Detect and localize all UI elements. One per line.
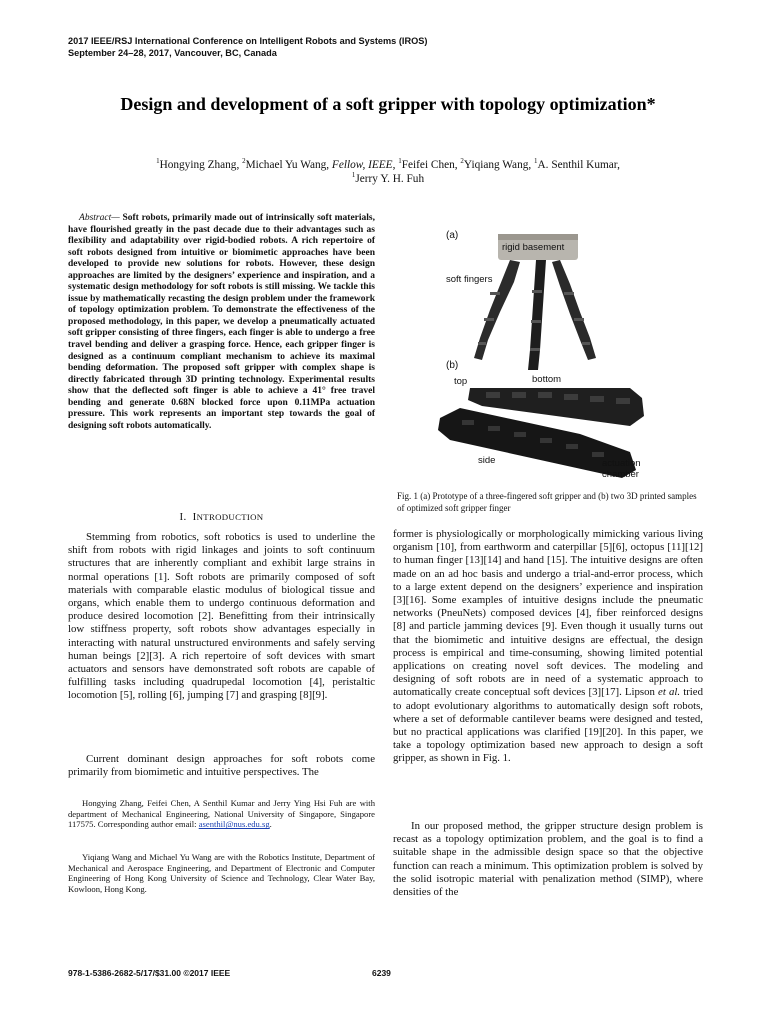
corresponding-email-link[interactable]: asenthil@nus.edu.sg <box>198 819 270 830</box>
footnote-affiliation-1: Hongying Zhang, Feifei Chen, A Senthil Kumar and Jerry Ying Hsi Fuh are with department of Mechanical Engineering, National University of Singapore, Singapore 117575. Corresponding author email: asenthil@nus.edu.sg. <box>68 798 375 830</box>
conference-line-1: 2017 IEEE/RSJ International Conference on Intelligent Robots and Systems (IROS) <box>68 36 428 46</box>
fig-label-a: (a) <box>446 230 459 241</box>
fig-label-b: (b) <box>446 360 459 371</box>
soft-finger-middle <box>528 260 546 370</box>
intro-paragraph-4: In our proposed method, the gripper structure design problem is recast as a topology optimization problem, and the goal is to find a suitable shape in the admissible design space so that the objective function can reach a minimum. This optimization problem is solved by the solid isotropic material with penalization method (SIMP), where densities of the <box>393 820 703 899</box>
conference-line-2: September 24–28, 2017, Vancouver, BC, Canada <box>68 48 277 58</box>
conference-header <box>68 35 708 59</box>
paper-title: Design and development of a soft gripper with topology optimization* <box>120 94 656 114</box>
figure-1-image <box>430 220 710 490</box>
abstract: Abstract— Soft robots, primarily made out of intrinsically soft materials, have flourished greatly in the past decade due to their advantages such as flexibility and adaptability over rigid-bodied robots. A rich repertoire of soft robots designed from intuitive or biomimetic approaches have been developed to provide new solutions for robots. However, these design approaches are limited by the designers’ experience and inspiration, and a systematic design methodology for soft robots is still missing. We tackle this issue by mathematically recasting the design problem under the framework of topology optimization problem. To demonstrate the effectiveness of the proposed methodology, in this paper, we develop a pneumatically actuated soft gripper consisting of three fingers, each finger is able to undergo a free travel bending and deliver a grasping force. Hence, each gripper finger is designed as a continuum compliant mechanism to achieve its maximal bending deformation. The proposed soft gripper with complex shape is directly fabricated through 3D printing technology. Experimental results show that the deflected soft finger is able to achieve a 41° free travel bending and generate 0.68N blocked force upon 0.11MPa actuation pressure. This work represents an important step towards the goal of designing soft robots automatically. <box>68 213 375 431</box>
label-side: side <box>478 455 496 466</box>
abstract-lead: Abstract <box>79 213 112 223</box>
label-rigid-basement: rigid basement <box>502 242 565 253</box>
intro-paragraph-3: former is physiologically or morphologically mimicking various living organism [10], from earthworm and caterpillar [5][6], octopus [11][12] to human finger [13][14] and hand [15]. The intuitive designs are often made on an ad hoc basis and undergo a trial-and-error process, which to a large extent depend on the designers’ experience and inspiration [3][16]. Some examples of intuitive designs include the pneumatic networks (PneuNets) composed devices [4], fiber reinforced designs [8] and particle jamming devices [9]. Even though it usually turns out that the biomimetic and intuitive designs are effectual, the design process is empirical and time-consuming, showing limited potential applications on creating novel soft devices. The modeling and designing of soft robots are in need of a systematic approach to automatically create conceptual soft devices [3][17]. Lipson et al. tried to adopt evolutionary algorithms to automatically design soft robots, where a set of deformable cantilever beams were designed and tested, but no practical applications was clarified [19][20]. In this paper, we take a topology optimization based new approach to design a soft gripper, as shown in Fig. 1. <box>393 528 703 765</box>
intro-paragraph-1: Stemming from robotics, soft robotics is used to underline the shift from robots with rigid linkages and joints to soft continuum structures that are inherently compliant and exhibit large strains in normal operations [1]. Soft robots are primarily composed of soft materials with comparable elastic modulus of biological tissue and organs, which enable them to undergo continuous deformation and produce desired locomotion [2]. Benefitting from their intrinsically low stiffness property, soft robots show advantages especially in interacting with natural unstructured environments and safely serving human beings [2][3]. A rich repertoire of soft devices with smart actuators and sensors have demonstrated soft robots are capable of fulfilling tasks including quadrupedal locomotion [4], peristaltic locomotion [5], rolling [6], jumping [7] and grasping [8][9]. <box>68 531 375 702</box>
footnote-affiliation-2: Yiqiang Wang and Michael Yu Wang are with the Robotics Institute, Department of Mechanical and Aerospace Engineering, and Department of Electronic and Computer Engineering of Hong Kong University of Science and Technology, Clear Water Bay, Kowloon, Hong Kong. <box>68 852 375 895</box>
author-line-1: $^1$Hongying Zhang, $^2$Michael Yu Wang, Fellow, IEEE, $^1$Feifei Chen, $^2$Yiqiang Wang, $^1$A. Senthil Kumar, <box>156 157 620 171</box>
label-bottom: bottom <box>532 374 562 385</box>
label-soft-fingers: soft fingers <box>446 274 493 285</box>
figure-1 <box>430 220 710 490</box>
page-number: 6239 <box>372 968 391 978</box>
label-chamber: chamber <box>602 469 639 480</box>
label-top: top <box>454 376 468 387</box>
author-line-2: $^1$Jerry Y. H. Fuh <box>351 171 425 185</box>
section-heading-introduction: I. INTRODUCTION <box>179 511 264 523</box>
footer-isbn: 978-1-5386-2682-5/17/$31.00 ©2017 IEEE <box>68 968 231 978</box>
figure-1-caption: Fig. 1 (a) Prototype of a three-fingered soft gripper and (b) two 3D printed samples of optimized soft gripper finger <box>397 491 697 513</box>
label-actuation: actuation <box>602 458 641 469</box>
author-list <box>68 158 708 186</box>
abstract-text: Soft robots, primarily made out of intrinsically soft materials, have flourished greatly in the past decade due to their advantages such as flexibility and adaptability over rigid-bodied robots. A rich repertoire of soft robots designed from intuitive or biomimetic approaches have been developed to provide new solutions for robots. However, these design approaches are limited by the designers’ experience and inspiration, and a systematic design methodology for soft robots is still missing. We tackle this issue by mathematically recasting the design problem under the framework of topology optimization problem. To demonstrate the effectiveness of the proposed methodology, in this paper, we develop a pneumatically actuated soft gripper consisting of three fingers, each finger is able to undergo a free travel bending and deliver a grasping force. Hence, each gripper finger is designed as a continuum compliant mechanism to achieve its maximal bending deformation. The proposed soft gripper with complex shape is directly fabricated through 3D printing technology. Experimental results show that the deflected soft finger is able to achieve a 41° free travel bending and generate 0.68N blocked force upon 0.11MPa actuation pressure. This work represents an important step towards the goal of designing soft robots automatically. <box>68 213 375 431</box>
intro-paragraph-2: Current dominant design approaches for soft robots come primarily from biomimetic and intuitive perspectives. The <box>68 753 375 779</box>
